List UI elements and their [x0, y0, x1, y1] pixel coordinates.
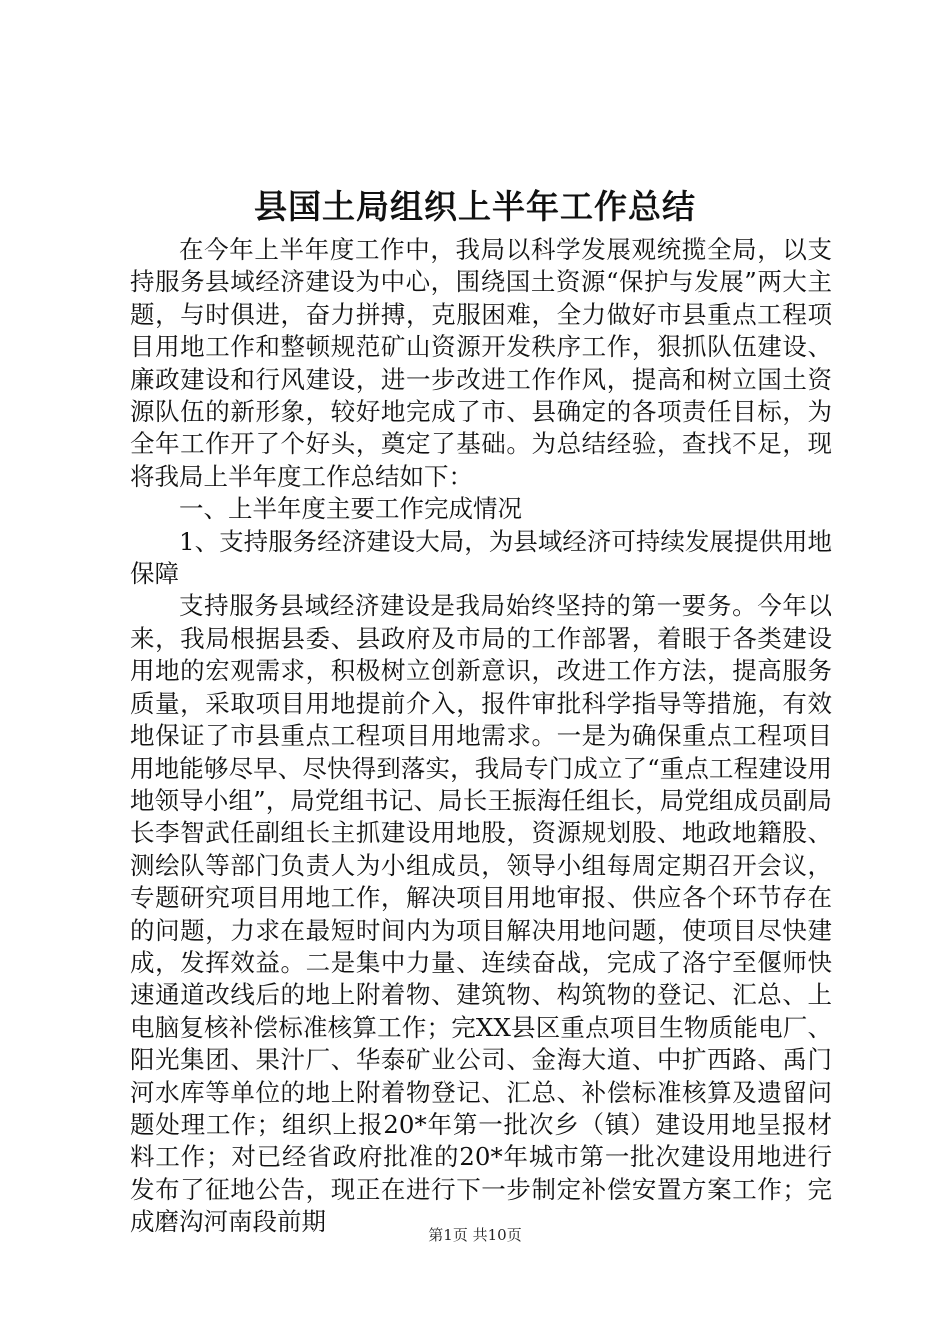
document-title: 县国土局组织上半年工作总结	[254, 187, 696, 226]
intro-paragraph: 在今年上半年度工作中，我局以科学发展观统揽全局，以支持服务县域经济建设为中心，围绕国土资源“保护与发展”两大主题，与时俱进，奋力拼搏，克服困难，全力做好市县重点工程项目用地工作和整顿规范矿山资源开发秩序工作，狠抓队伍建设、廉政建设和行风建设，进一步改进工作作风，提高和树立国土资源队伍的新形象，较好地完成了市、县确定的各项责任目标，为全年工作开了个好头，奠定了基础。为总结经验，查找不足，现将我局上半年度工作总结如下：	[130, 235, 832, 491]
section-heading: 一、上半年度主要工作完成情况	[179, 494, 522, 524]
subsection-heading: 1、支持服务经济建设大局，为县域经济可持续发展提供用地保障	[130, 526, 832, 589]
body-paragraph: 支持服务县域经济建设是我局始终坚持的第一要务。今年以来，我局根据县委、县政府及市局的工作部署，着眼于各类建设用地的宏观需求，积极树立创新意识，改进工作方法，提高服务质量，采取项目用地提前介入，报件审批科学指导等措施，有效地保证了市县重点工程项目用地需求。一是为确保重点工程项目用地能够尽早、尽快得到落实，我局专门成立了“重点工程建设用地领导小组”，局党组书记、局长王振海任组长，局党组成员副局长李智武任副组长主抓建设用地股，资源规划股、地政地籍股、测绘队等部门负责人为小组成员，领导小组每周定期召开会议，专题研究项目用地工作，解决项目用地审报、供应各个环节存在的问题，力求在最短时间内为项目解决用地问题，使项目尽快建成，发挥效益。二是集中力量、连续奋战，完成了洛宁至偃师快速通道改线后的地上附着物、建筑物、构筑物的登记、汇总、上电脑复核补偿标准核算工作；完XX县区重点项目生物质能电厂、阳光集团、果汁厂、华泰矿业公司、金海大道、中扩西路、禹门河水库等单位的地上附着物登记、汇总、补偿标准核算及遗留问题处理工作；组织上报20*年第一批次乡（镇）建设用地呈报材料工作；对已经省政府批准的20*年城市第一批次建设用地进行发布了征地公告，现正在进行下一步制定补偿安置方案工作；完成磨沟河南段前期	[130, 591, 832, 1237]
page-number: 第1页 共10页	[428, 1226, 522, 1244]
document-body	[130, 234, 832, 1239]
